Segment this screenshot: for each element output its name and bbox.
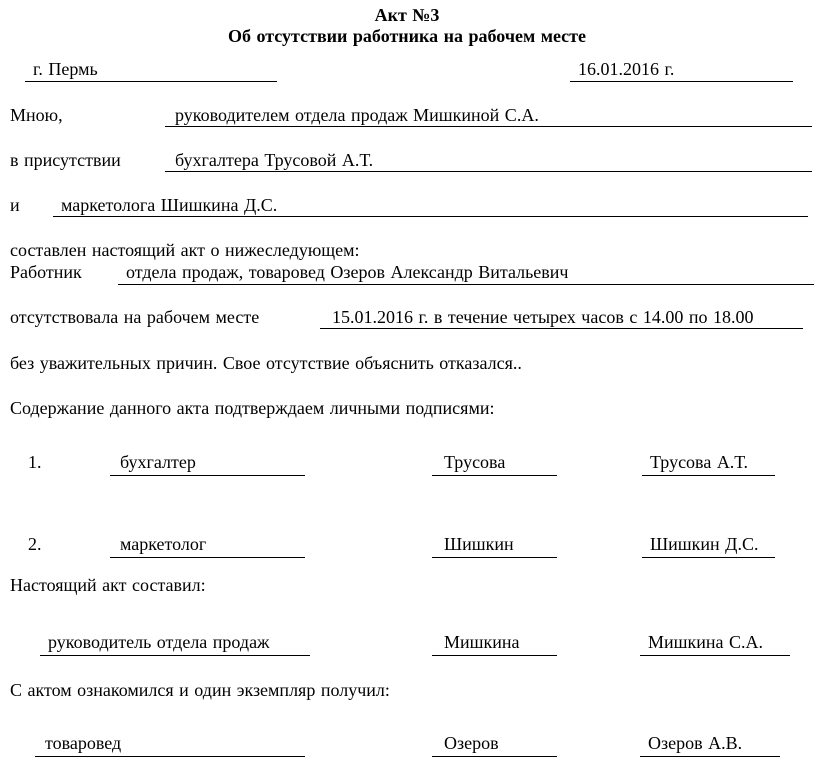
receiver-signature-field: Озеров xyxy=(432,732,557,757)
by-row xyxy=(0,104,814,127)
and-label: и xyxy=(10,195,20,215)
presence-row xyxy=(0,149,814,172)
acquainted-label-text: С актом ознакомился и один экземпляр получил: xyxy=(10,680,390,700)
no-reason-text: без уважительных причин. Свое отсутствие объяснить отказался.. xyxy=(10,353,522,373)
witness-role-field: бухгалтер xyxy=(110,451,305,476)
witness-row xyxy=(0,533,814,558)
absence-row xyxy=(0,306,814,329)
employee-row xyxy=(0,261,814,285)
act-title: Акт №3 xyxy=(374,5,440,25)
by-label: Мною, xyxy=(10,105,63,125)
receiver-row xyxy=(0,732,814,757)
absence-field: 15.01.2016 г. в течение четырех часов с 14.00 по 18.00 xyxy=(320,306,803,329)
witness-number: 2. xyxy=(28,534,42,554)
composer-name-field: Мишкина С.А. xyxy=(640,631,790,656)
statement-intro-text: составлен настоящий акт о нижеследующем: xyxy=(10,240,360,260)
absence-label: отсутствовала на рабочем месте xyxy=(10,307,260,327)
receiver-name-field: Озеров А.В. xyxy=(640,732,780,757)
confirm-text: Содержание данного акта подтверждаем личными подписями: xyxy=(10,398,495,418)
act-subtitle: Об отсутствии работника на рабочем месте xyxy=(227,26,587,46)
presence-label: в присутствии xyxy=(10,150,121,170)
place-field: г. Пермь xyxy=(25,58,277,82)
composer-row xyxy=(0,631,814,656)
presence-field: бухгалтера Трусовой А.Т. xyxy=(165,149,812,172)
witness-name-field: Шишкин Д.С. xyxy=(642,533,775,558)
witness-number: 1. xyxy=(28,452,42,472)
witness-signature-field: Трусова xyxy=(432,451,557,476)
witness-row xyxy=(0,451,814,476)
and-row xyxy=(0,194,814,217)
employee-label: Работник xyxy=(10,262,82,282)
composer-signature-field: Мишкина xyxy=(432,631,557,656)
and-field: маркетолога Шишкина Д.С. xyxy=(53,194,808,217)
witness-signature-field: Шишкин xyxy=(432,533,557,558)
employee-field: отдела продаж, товаровед Озеров Александр Витальевич xyxy=(118,261,814,285)
witness-role-field: маркетолог xyxy=(110,533,305,558)
place-date-row xyxy=(0,58,814,82)
by-field: руководителем отдела продаж Мишкиной С.А. xyxy=(165,104,812,127)
witness-name-field: Трусова А.Т. xyxy=(642,451,775,476)
composer-role-field: руководитель отдела продаж xyxy=(40,631,310,656)
receiver-role-field: товаровед xyxy=(35,732,305,757)
date-field: 16.01.2016 г. xyxy=(570,58,793,82)
composed-label-text: Настоящий акт составил: xyxy=(10,575,206,595)
